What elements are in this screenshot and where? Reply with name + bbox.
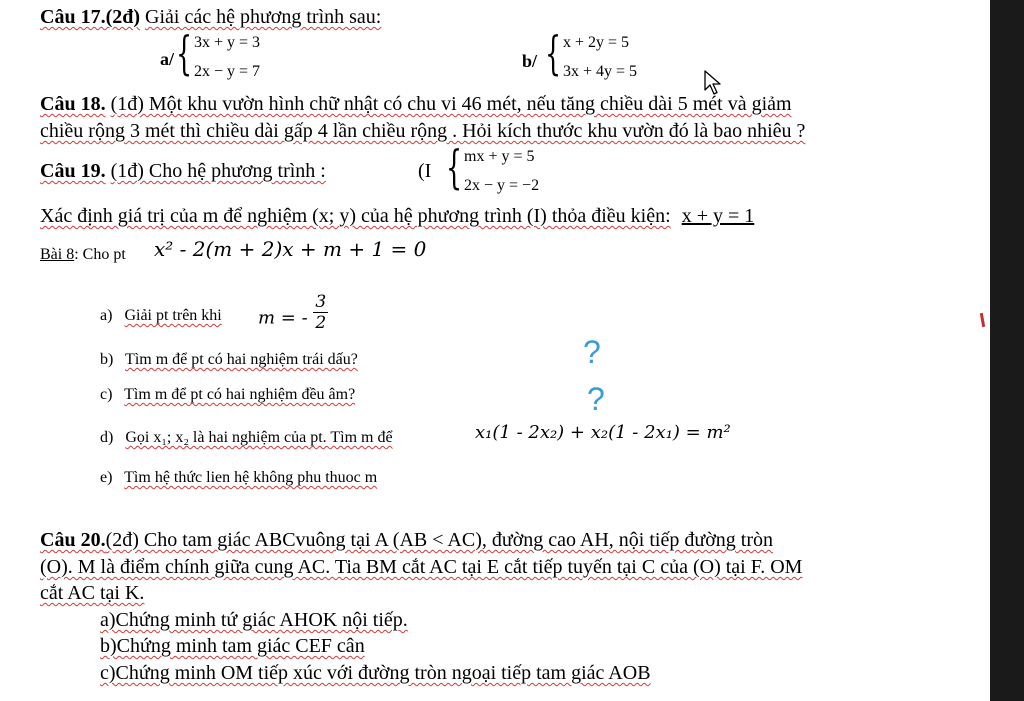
bai8-label: Bài 8	[40, 246, 75, 263]
q19-sys-name: (I	[418, 160, 432, 182]
bai8-d-text: Gọi x₁; x₂ là hai nghiệm của pt. Tìm m để	[125, 429, 393, 446]
bai8-d	[100, 427, 393, 449]
q20-b: b)Chứng minh tam giác CEF cân	[100, 635, 365, 657]
bai8-b-label: b)	[100, 351, 114, 368]
bai8-c-label: c)	[100, 386, 113, 403]
q19-line2	[40, 205, 754, 227]
q17-b-eq1: x + 2y = 5	[563, 34, 630, 51]
q17-a-brace: {	[176, 26, 193, 80]
q17-label: Câu 17.(2đ)	[40, 6, 141, 28]
bai8-intro: : Cho pt	[74, 246, 126, 263]
q17-a-eq2: 2x − y = 7	[194, 63, 261, 80]
red-mark	[980, 313, 985, 327]
bai8-a-label: a)	[100, 307, 113, 324]
q20-label: Câu 20.	[40, 529, 106, 551]
q18-line1	[40, 93, 792, 115]
q17-line	[40, 6, 381, 28]
bai8-b	[100, 349, 358, 371]
right-edge-bar	[990, 0, 1024, 701]
bai8-e	[100, 467, 377, 489]
bai8-d-formula: x₁(1 - 2x₂) + x₂(1 - 2x₁) = m²	[475, 422, 731, 443]
q18-text2: chiều rộng 3 mét thì chiều dài gấp 4 lần chiều rộng . Hỏi kích thước khu vườn đó là bao nhiêu ?	[40, 120, 806, 142]
bai8-e-text: Tìm hệ thức lien hệ không phu thuoc m	[124, 469, 378, 486]
question-mark-b: ?	[583, 334, 601, 370]
q19-eq1: mx + y = 5	[464, 148, 535, 165]
bai8-a-text: Giải pt trên khi	[124, 307, 222, 324]
q17-b-label: b/	[522, 51, 538, 71]
bai8-e-label: e)	[100, 469, 113, 486]
q20-line1	[40, 529, 773, 551]
q19-line1	[40, 160, 326, 182]
q17-a-eq1: 3x + y = 3	[194, 34, 261, 51]
q20-text1: (2đ) Cho tam giác ABCvuông tại A (AB < AC), đường cao AH, nội tiếp đường tròn	[105, 529, 773, 551]
bai8-a	[100, 305, 222, 327]
q18-text1: (1đ) Một khu vườn hình chữ nhật có chu vi 46 mét, nếu tăng chiều dài 5 mét và giảm	[110, 93, 792, 115]
bai8-a-num: 3	[315, 292, 327, 312]
bai8-equation: x² - 2(m + 2)x + m + 1 = 0	[154, 237, 427, 261]
q19-eq2: 2x − y = −2	[464, 177, 540, 194]
q17-b-eq2: 3x + 4y = 5	[563, 63, 638, 80]
q19-brace: {	[446, 140, 463, 194]
q17-b-brace: {	[545, 26, 562, 80]
q17-text: Giải các hệ phương trình sau:	[145, 6, 382, 28]
bai8-a-math	[258, 292, 328, 339]
bai8-b-text: Tìm m để pt có hai nghiệm trái dấu?	[125, 351, 358, 368]
q20-text2: (O). M là điểm chính giữa cung AC. Tia BM cắt AC tại E cắt tiếp tuyến tại C của (O) tại F. OM	[40, 556, 803, 578]
bai8-a-m: m = -	[258, 307, 308, 329]
q20-a: a)Chứng minh tứ giác AHOK nội tiếp.	[100, 609, 408, 631]
q19-label: Câu 19.	[40, 160, 106, 182]
q19-text: (1đ) Cho hệ phương trình :	[110, 160, 326, 182]
q18-label: Câu 18.	[40, 93, 106, 115]
q20-c: c)Chứng minh OM tiếp xúc với đường tròn ngoại tiếp tam giác AOB	[100, 662, 651, 684]
bai8-a-fraction	[313, 292, 328, 333]
q17-a-label: a/	[160, 49, 175, 69]
bai8-c	[100, 384, 355, 406]
bai8-line	[40, 244, 126, 266]
q20-text3: cắt AC tại K.	[40, 582, 145, 604]
q19-condition: x + y = 1	[681, 205, 755, 227]
question-mark-c: ?	[587, 381, 605, 417]
q19-line2-text: Xác định giá trị của m để nghiệm (x; y) của hệ phương trình (I) thỏa điều kiện:	[40, 205, 671, 227]
bai8-c-text: Tìm m để pt có hai nghiệm đều âm?	[124, 386, 356, 403]
bai8-d-label: d)	[100, 429, 114, 446]
bai8-a-den: 2	[315, 313, 327, 333]
